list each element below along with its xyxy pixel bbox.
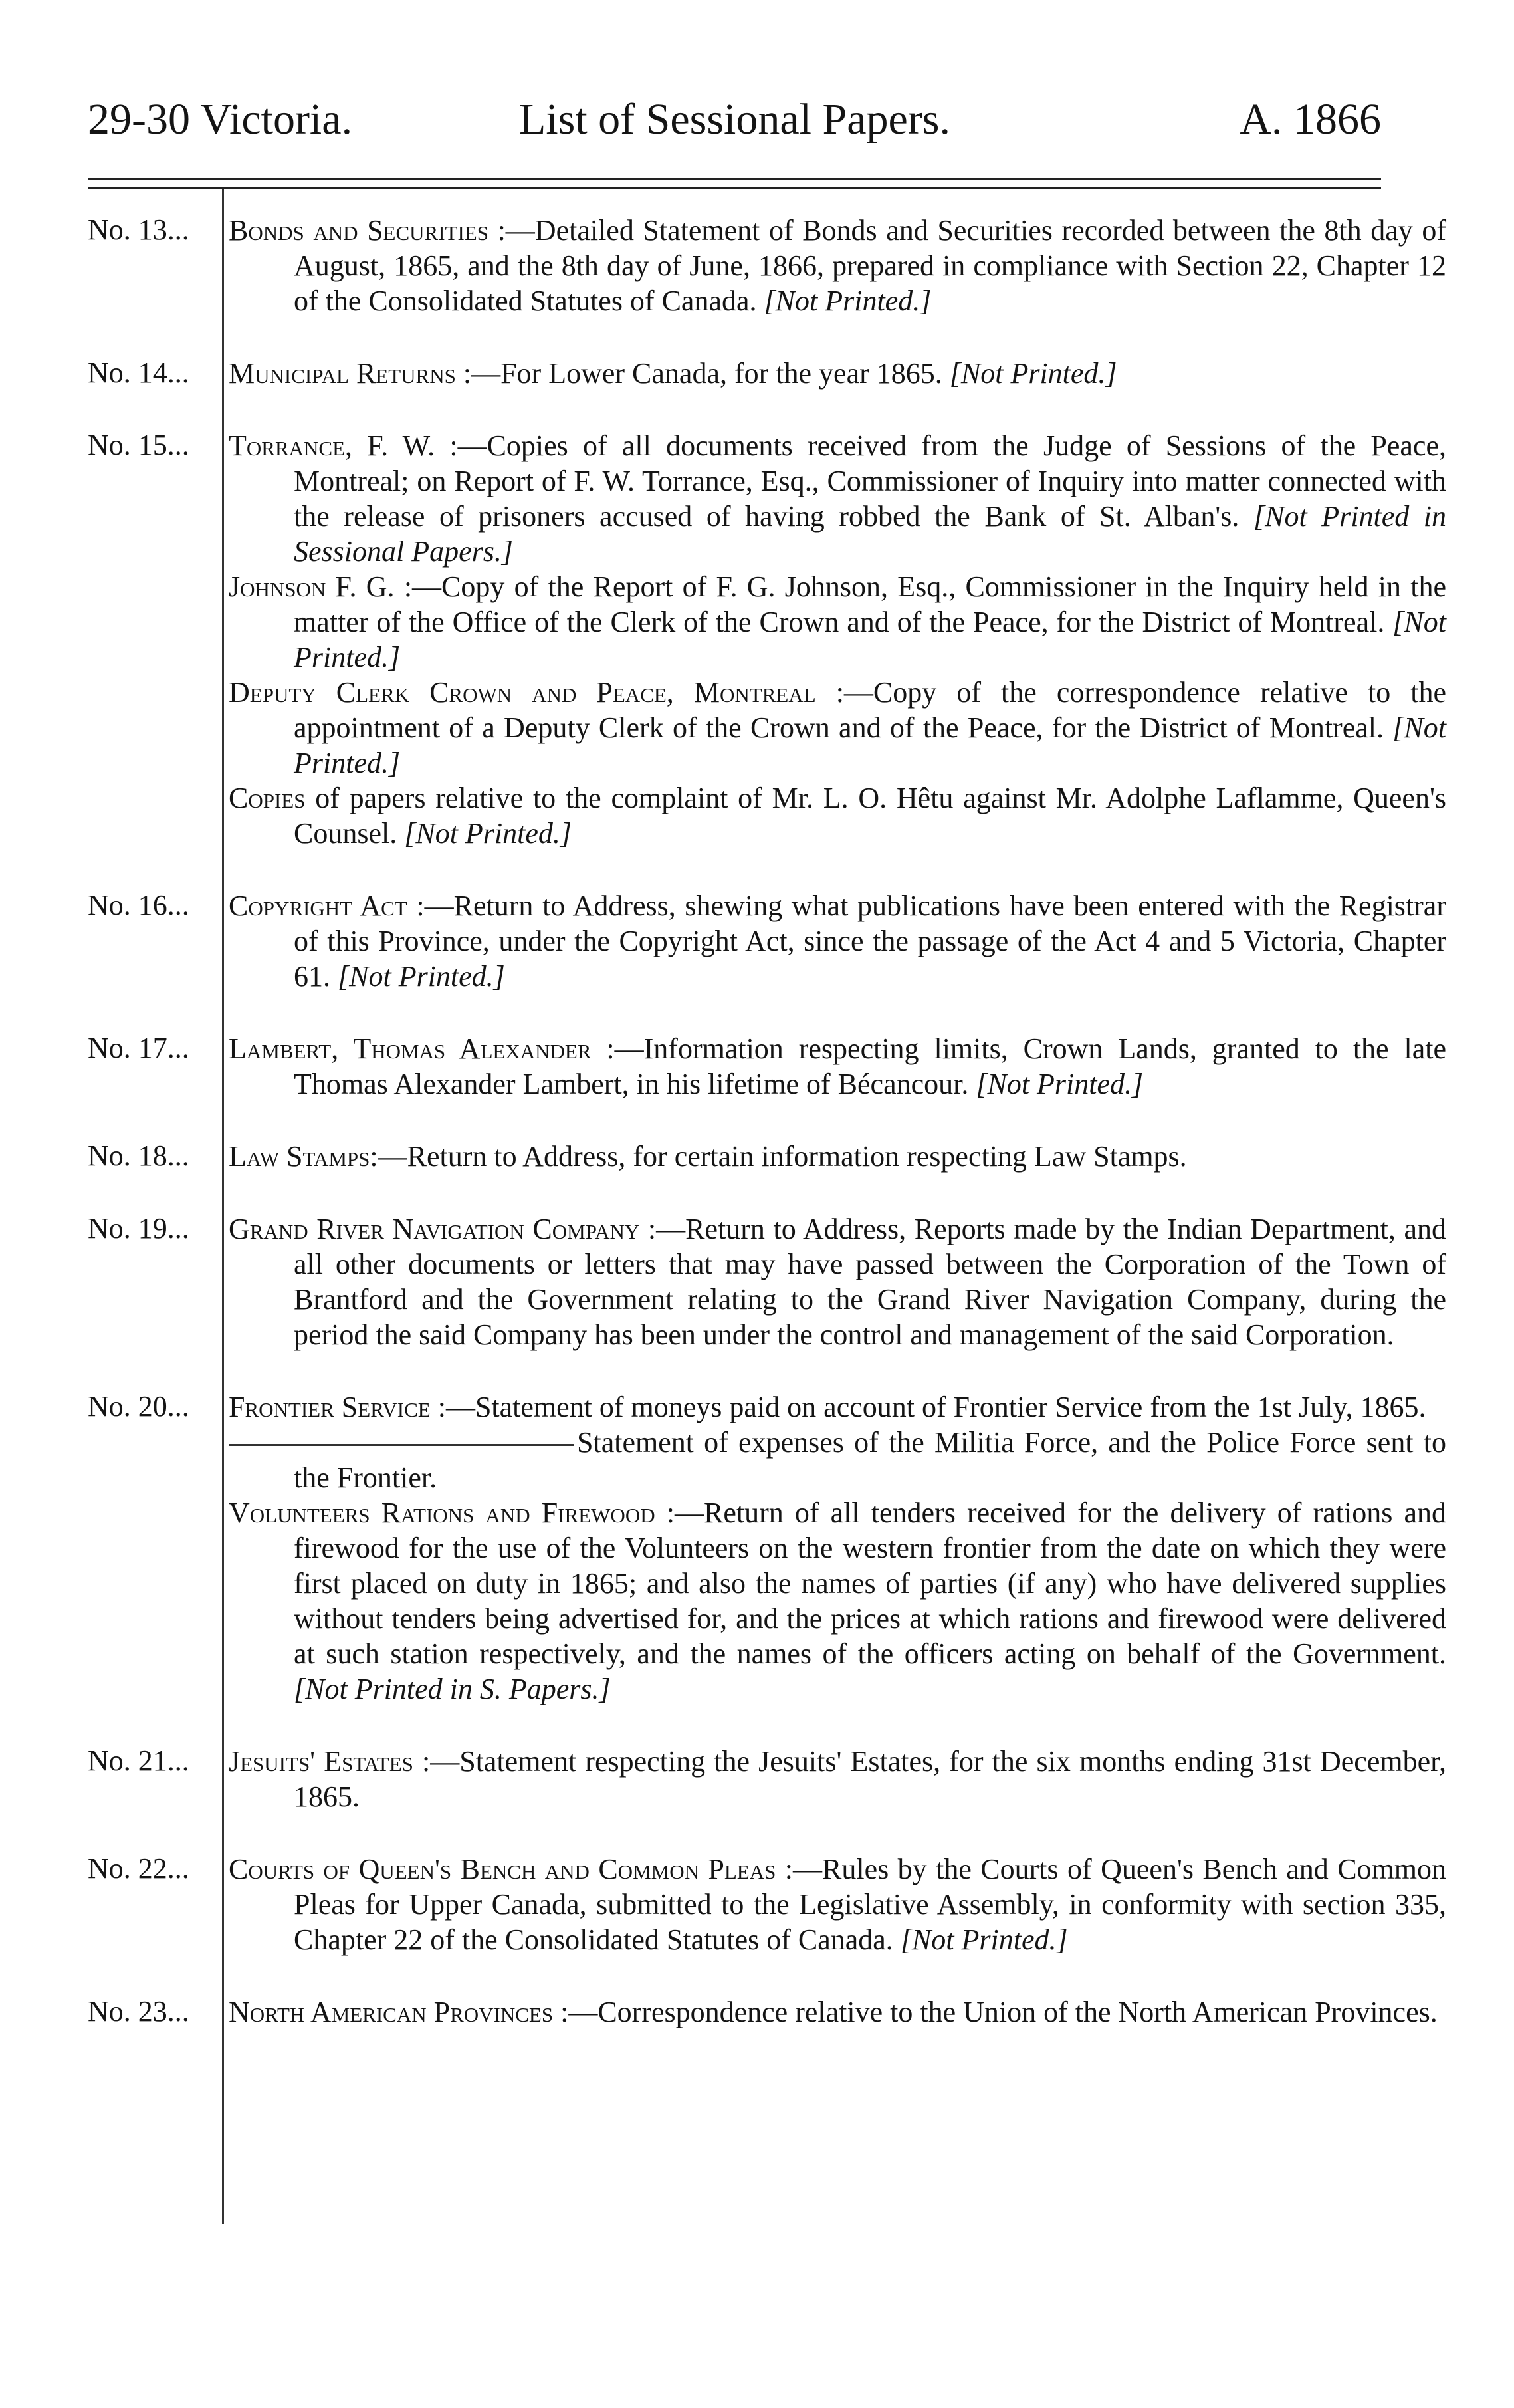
item-text: :—Statement respecting the Jesuits' Estates, for the six months ending 31st December, 1865. <box>294 1745 1447 1813</box>
entry-number: No. 22... <box>88 1852 189 1885</box>
not-printed-note: [Not Printed.] <box>976 1068 1144 1100</box>
entry-item <box>229 1139 1446 1174</box>
entry-18 <box>0 1139 1514 1174</box>
entry-item <box>229 1211 1446 1352</box>
not-printed-note: [Not Printed.] <box>338 960 505 993</box>
item-title: Municipal Returns <box>229 357 456 390</box>
item-text: :—Correspondence relative to the Union of the North American Provinces. <box>560 1996 1438 2028</box>
not-printed-note: [Not Printed.] <box>764 285 932 317</box>
item-title: Courts of Queen's Bench and Common Pleas <box>229 1853 776 1885</box>
entry-22 <box>0 1852 1514 1957</box>
entry-item <box>229 781 1446 851</box>
entry-number: No. 15... <box>88 429 189 461</box>
entry-15 <box>0 428 1514 851</box>
item-text: :—Return to Address, Reports made by the Indian Department, and all other documents or letters that may have passed between the Corporation of the Town of Brantford and the Government relating to the Grand River Navigation Company, during the period the said Company has been under the control and management of the said Corporation. <box>294 1213 1447 1351</box>
item-text: :—Return to Address, shewing what publications have been entered with the Registrar of this Province, under the Copyright Act, since the passage of the Act 4 and 5 Victoria, Chapter 61. <box>294 890 1446 993</box>
item-text: :—Copy of the correspondence relative to the appointment of a Deputy Clerk of the Crown and of the Peace, for the District of Montreal. <box>294 676 1446 744</box>
item-text: :—Copy of the Report of F. G. Johnson, Esq., Commissioner in the Inquiry held in the matter of the Office of the Clerk of the Crown and of the Peace, for the District of Montreal. <box>294 570 1446 638</box>
entry-17 <box>0 1031 1514 1102</box>
entry-item <box>229 1031 1446 1102</box>
entry-number: No. 21... <box>88 1745 189 1777</box>
entry-number: No. 20... <box>88 1390 189 1423</box>
item-title: Frontier Service <box>229 1391 431 1423</box>
item-title: Jesuits' Estates <box>229 1745 413 1778</box>
item-text: :—For Lower Canada, for the year 1865. <box>463 357 942 390</box>
entry-13 <box>0 213 1514 318</box>
entry-item <box>229 213 1446 318</box>
entry-item <box>229 1425 1446 1495</box>
entry-number: No. 14... <box>88 356 189 389</box>
entry-item <box>229 888 1446 994</box>
entry-19 <box>0 1211 1514 1352</box>
entry-item <box>229 1852 1446 1957</box>
entry-item <box>229 428 1446 569</box>
entry-number: No. 16... <box>88 889 189 921</box>
entry-item <box>229 569 1446 675</box>
not-printed-note: [Not Printed.] <box>949 357 1117 390</box>
entry-14 <box>0 356 1514 391</box>
header-session: 29-30 Victoria. <box>88 95 353 144</box>
entry-item <box>229 1389 1446 1425</box>
item-text: :—Rules by the Courts of Queen's Bench and Common Pleas for Upper Canada, submitted to the Legislative Assembly, in conformity with section 335, Chapter 22 of the Consolidated Statutes of Canada. <box>294 1853 1446 1956</box>
item-text: :—Information respecting limits, Crown Lands, granted to the late Thomas Alexander Lambert, in his lifetime of Bécancour. <box>294 1032 1447 1100</box>
not-printed-note: [Not Printed.] <box>294 711 1446 779</box>
entry-item <box>229 1495 1446 1707</box>
entry-number: No. 23... <box>88 1995 189 2028</box>
not-printed-note: [Not Printed.] <box>900 1923 1068 1956</box>
item-title: Copyright Act <box>229 890 407 922</box>
not-printed-note: [Not Printed in Sessional Papers.] <box>294 500 1447 568</box>
not-printed-note: [Not Printed in S. Papers.] <box>294 1673 611 1705</box>
entry-20 <box>0 1389 1514 1707</box>
item-title: Johnson F. G. <box>229 570 395 603</box>
item-title: Grand River Navigation Company <box>229 1213 640 1245</box>
item-text: :—Return to Address, for certain information respecting Law Stamps. <box>370 1140 1187 1173</box>
entry-number: No. 13... <box>88 213 189 246</box>
item-text: :—Statement of moneys paid on account of Frontier Service from the 1st July, 1865. <box>437 1391 1426 1423</box>
entry-item <box>229 675 1446 781</box>
item-text: Statement of expenses of the Militia Force, and the Police Force sent to the Frontier. <box>294 1426 1446 1494</box>
item-title: Lambert, Thomas Alexander <box>229 1032 592 1065</box>
entry-number: No. 19... <box>88 1212 189 1245</box>
item-text: :—Copies of all documents received from the Judge of Sessions of the Peace, Montreal; on Report of F. W. Torrance, Esq., Commissioner of Inquiry into matter connected with the release of prisoners accused of having robbed the Bank of St. Alban's. <box>294 429 1446 533</box>
entry-number: No. 18... <box>88 1140 189 1172</box>
ditto-dash <box>229 1444 574 1446</box>
item-text: :—Detailed Statement of Bonds and Securities recorded between the 8th day of August, 1865, and the 8th day of June, 1866, prepared in compliance with Section 22, Chapter 12 of the Consolidated Statutes of Canada. <box>294 214 1446 317</box>
item-text: :—Return of all tenders received for the delivery of rations and firewood for the use of the Volunteers on the western frontier from the date on which they were first placed on duty in 1865; and also the names of parties (if any) who have delivered supplies without tenders being advertised for, and the prices at which rations and firewood were delivered at such station respectively, and the names of the officers acting on behalf of the Government. <box>294 1497 1446 1670</box>
item-title: North American Provinces <box>229 1996 554 2028</box>
entry-item <box>229 1744 1446 1814</box>
item-title: Torrance, F. W. <box>229 429 435 462</box>
entry-item <box>229 356 1446 391</box>
item-title: Volunteers Rations and Firewood <box>229 1497 655 1529</box>
header-title: List of Sessional Papers. <box>519 95 950 144</box>
entry-23 <box>0 1994 1514 2030</box>
page-header <box>88 90 1381 170</box>
header-double-rule <box>88 178 1381 189</box>
entry-item <box>229 1994 1446 2030</box>
header-year: A. 1866 <box>1240 95 1381 144</box>
entry-16 <box>0 888 1514 994</box>
item-text: of papers relative to the complaint of Mr. L. O. Hêtu against Mr. Adolphe Laflamme, Queen's Counsel. <box>294 782 1446 850</box>
not-printed-note: [Not Printed.] <box>294 606 1446 673</box>
entry-21 <box>0 1744 1514 1814</box>
item-title: Law Stamps <box>229 1140 370 1173</box>
sessional-papers-list <box>0 213 1514 2067</box>
item-title: Deputy Clerk Crown and Peace, Montreal <box>229 676 816 709</box>
item-title: Copies <box>229 782 306 814</box>
not-printed-note: [Not Printed.] <box>404 817 572 850</box>
item-title: Bonds and Securities <box>229 214 488 247</box>
entry-number: No. 17... <box>88 1032 189 1064</box>
